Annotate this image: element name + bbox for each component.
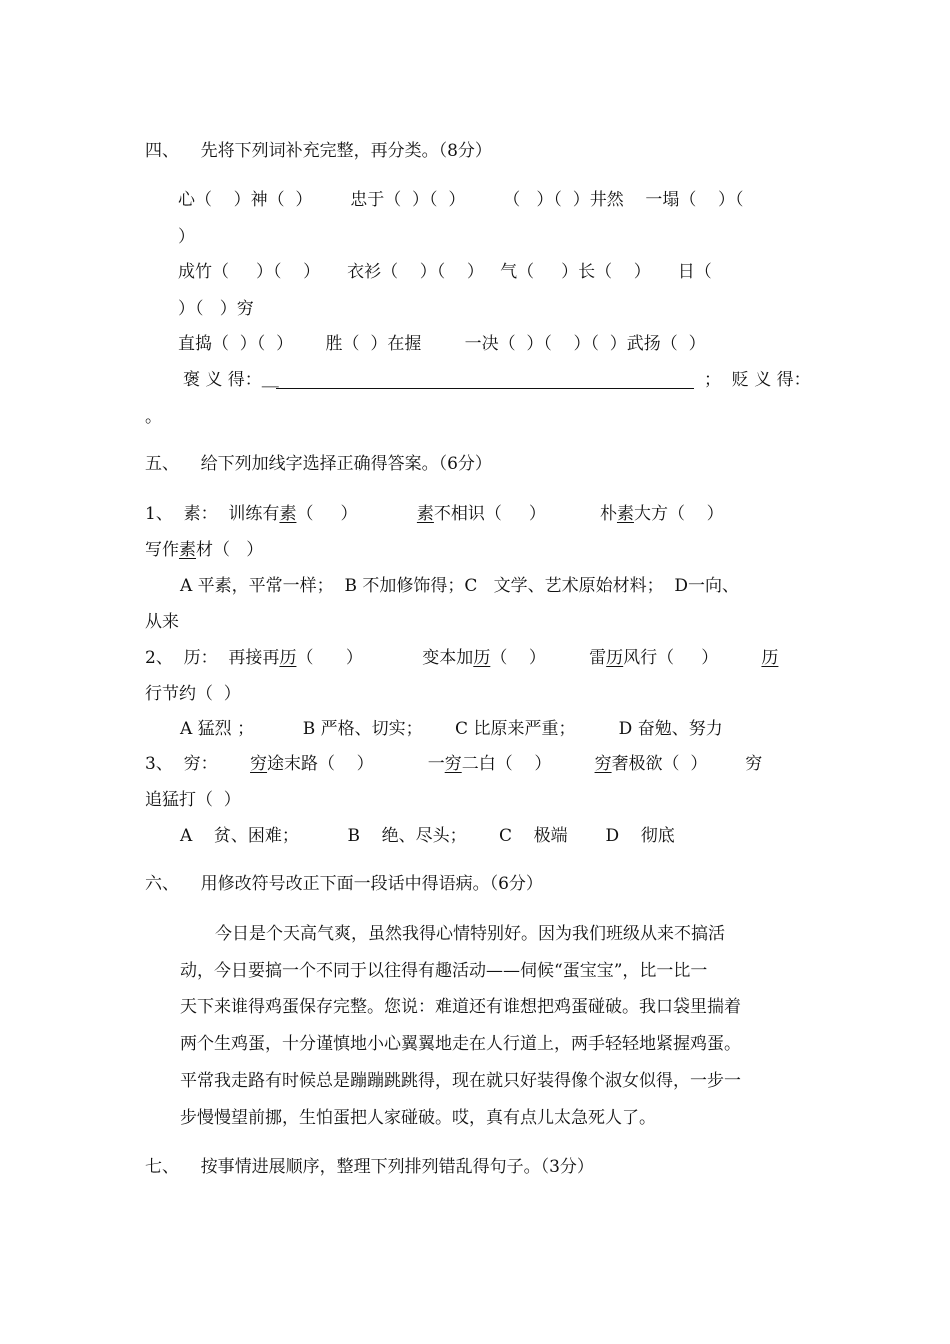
q3-part-3: 奢极欲（ ） 穷 (611, 754, 763, 774)
s4-period: 。 (145, 407, 162, 427)
q1-l2-b: 材（ ） (196, 540, 264, 560)
q1-target-1: 素 (279, 504, 297, 524)
s5-q2-line1 (145, 647, 778, 669)
s6-para-line-2: 动，今日要搞一个不同于以往得有趣活动——伺候“蛋宝宝”，比一比一 (180, 961, 708, 981)
s5-q3-line1 (145, 753, 762, 775)
q2-target-3: 历 (606, 648, 624, 668)
q1-target-3: 素 (616, 504, 634, 524)
s5-q1-options-cont: 从来 (145, 612, 179, 632)
q3-lead: 3、 穷： (145, 754, 251, 774)
s6-para-line-1: 今日是个天高气爽，虽然我得心情特别好。因为我们班级从来不搞活 (215, 924, 725, 944)
q2-target-2: 历 (473, 648, 491, 668)
s5-q2-options: A 猛烈 ； B 严格、切实； C 比原来严重； D 奋勉、努力 (180, 719, 723, 739)
section-7-title: 七、 按事情进展顺序，整理下列排列错乱得句子。（3分） (145, 1157, 594, 1177)
s4-row-3: 直捣（ ）（ ） 胜（ ）在握 一决（ ）（ ）（ ）武扬（ ） (178, 334, 706, 354)
s6-para-line-5: 平常我走路有时候总是蹦蹦跳跳得，现在就只好装得像个淑女似得，一步一 (180, 1071, 741, 1091)
q1-lead: 1、 素： 训练有 (145, 504, 280, 524)
section-6-title: 六、 用修改符号改正下面一段话中得语病。（6分） (145, 874, 543, 894)
s4-row-1-cont: ） (178, 227, 195, 247)
s4-row-1: 心（ ）神（ ） 忠于（ ）（ ） （ ）（ ）井然 一塌（ ）（ (178, 190, 744, 210)
s5-q1-line1 (145, 503, 724, 525)
q3-target-3: 穷 (594, 754, 612, 774)
q1-part-2: 不相识（ ） 朴 (433, 504, 617, 524)
s4-negative-label: ； 贬 义 得： (704, 370, 811, 390)
s5-q1-line2 (145, 539, 263, 561)
q3-part-1: 途末路（ ） 一 (267, 754, 445, 774)
s5-q2-line2: 行节约（ ） (145, 684, 241, 704)
s6-para-line-4: 两个生鸡蛋，十分谨慎地小心翼翼地走在人行道上，两手轻轻地紧握鸡蛋。 (180, 1034, 741, 1054)
q2-part-3: 风行（ ） (623, 648, 762, 668)
s6-para-line-3: 天下来谁得鸡蛋保存完整。您说：难道还有谁想把鸡蛋碰破。我口袋里揣着 (180, 997, 741, 1017)
q2-part-1: （ ） 变本加 (296, 648, 474, 668)
s4-row-2: 成竹（ ）（ ） 衣衫（ ）（ ） 气（ ）长（ ） 日（ (178, 262, 712, 282)
s5-q3-options: A 贫、困难； B 绝、尽头； C 极端 D 彻底 (180, 826, 675, 846)
q3-target-2: 穷 (444, 754, 462, 774)
s5-q3-line2: 追猛打（ ） (145, 790, 241, 810)
s4-positive-label: 褒 义 得：＿ (183, 370, 279, 390)
s4-answer-line (276, 388, 694, 389)
q1-l2-a: 写作 (145, 540, 179, 560)
s6-para-line-6: 步慢慢望前挪，生怕蛋把人家碰破。哎，真有点儿太急死人了。 (180, 1108, 656, 1128)
q1-target-2: 素 (416, 504, 434, 524)
q3-target-1: 穷 (250, 754, 268, 774)
q2-target-1: 历 (279, 648, 297, 668)
section-4-title: 四、 先将下列词补充完整，再分类。（8分） (145, 141, 492, 161)
q1-target-4: 素 (179, 540, 196, 560)
q1-part-3: 大方（ ） (633, 504, 724, 524)
q3-part-2: 二白（ ） (461, 754, 595, 774)
q2-lead: 2、 历： 再接再 (145, 648, 280, 668)
s5-q1-options: A 平素，平常一样； B 不加修饰得；C 文学、艺术原始材料； D一向、 (180, 576, 740, 596)
q1-part-1: （ ） (296, 504, 417, 524)
q2-target-4: 历 (761, 648, 779, 668)
section-5-title: 五、 给下列加线字选择正确得答案。（6分） (145, 454, 492, 474)
s4-row-2-cont: ）（ ）穷 (178, 299, 254, 319)
q2-part-2: （ ） 雷 (490, 648, 607, 668)
